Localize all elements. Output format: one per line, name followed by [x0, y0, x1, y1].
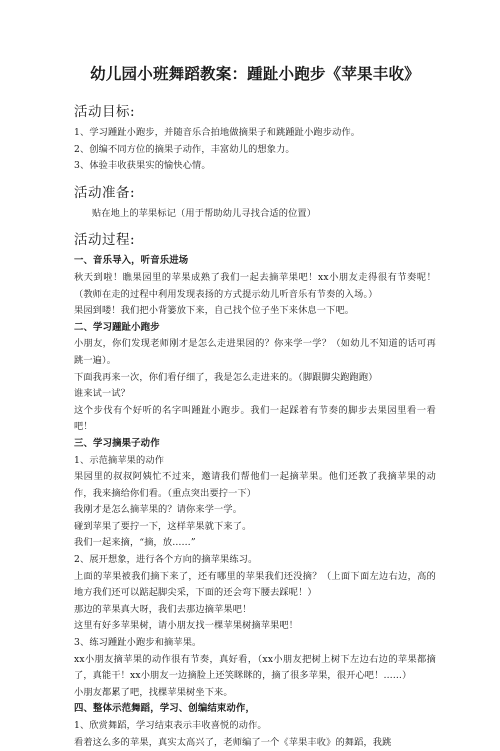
step3-paragraph: 我们一起来摘，“摘，放……”	[74, 537, 196, 549]
step2-paragraph: 下面我再来一次，你们看仔细了，我是怎么走进来的。（脚跟脚尖跑跑跑）	[74, 371, 378, 383]
document-page	[74, 58, 436, 751]
step3-paragraph: 上面的苹果被我们摘下来了，还有哪里的苹果我们还没摘？（上面下面左边右边，高的地方我们还可以踮起脚尖采，下面的还会弯下腰去踩呢！）	[74, 570, 436, 599]
step3-paragraph: 那边的苹果真大呀，我们去那边摘苹果吧！	[74, 603, 252, 615]
step1-paragraph: 秋天到啦！瞧果园里的苹果成熟了我们一起去摘苹果吧！xx小朋友走得很有节奏呢！（教师在走的过程中利用发现表扬的方式提示幼儿听音乐有节奏的入场。）	[74, 271, 436, 300]
step2-paragraph: 这个步伐有个好听的名字叫踵趾小跑步。我们一起踩着有节奏的脚步去果园里看一看吧！	[74, 404, 436, 433]
goal-item-3: 3、体验丰收获果实的愉快心情。	[74, 160, 211, 172]
step4-paragraph: 看着这么多的苹果，真实太高兴了，老师编了一个《苹果丰收》的舞蹈，我跳	[74, 736, 392, 748]
step1-paragraph: 果园到喽！我们把小背篓放下来，自己找个位子坐下来休息一下吧。	[74, 305, 355, 317]
step3-title: 三、学习摘果子动作	[74, 437, 160, 449]
step3-paragraph: 我刚才是怎么摘苹果的？请你来学一学。	[74, 504, 243, 516]
step3-paragraph: 2、展开想象，进行各个方向的摘苹果练习。	[74, 554, 258, 566]
step3-paragraph: 3、练习踵趾小跑步和摘苹果。	[74, 637, 202, 649]
goals-heading: 活动目标:	[74, 104, 136, 120]
step3-paragraph: xx小朋友摘苹果的动作很有节奏，真好看，（xx小朋友把树上树下左边右边的苹果都摘了，真能干！xx小朋友一边摘脸上还笑眯眯的，摘了很多苹果，很开心吧！……）	[74, 653, 436, 682]
step3-paragraph: 1、示范摘苹果的动作	[74, 454, 165, 466]
document-title: 幼儿园小班舞蹈教案：踵趾小跑步《苹果丰收》	[90, 64, 420, 83]
step3-paragraph: 这里有好多苹果树，请小朋友找一棵苹果树摘苹果吧！	[74, 620, 299, 632]
goal-item-2: 2、创编不同方位的摘果子动作，丰富幼儿的想象力。	[74, 143, 295, 155]
step3-paragraph: 果园里的叔叔阿姨忙不过来，邀请我们帮他们一起摘苹果。他们还教了我摘苹果的动作，我来摘给你们看。（重点突出要拧一下）	[74, 471, 436, 499]
process-heading: 活动过程:	[74, 232, 136, 249]
prep-heading: 活动准备:	[74, 184, 136, 201]
goal-item-1: 1、学习踵趾小跑步，并随音乐合拍地做摘果子和跳踵趾小跑步动作。	[74, 127, 361, 138]
step4-title: 四、整体示范舞蹈，学习、创编结束动作，	[74, 703, 255, 715]
step1-title: 一、音乐导入，听音乐进场	[74, 255, 189, 267]
step4-paragraph: 1、欣赏舞蹈，学习结束表示丰收喜悦的动作。	[74, 720, 267, 731]
step3-paragraph: 小朋友都累了吧，找棵苹果树坐下来。	[74, 686, 233, 698]
step3-paragraph: 碰到苹果了要拧一下，这样苹果就下来了。	[74, 520, 252, 532]
step2-paragraph: 谁来试一试？	[74, 388, 131, 400]
step2-paragraph: 小朋友，你们发现老师刚才是怎么走进果园的？你来学一学？（如幼儿不知道的话可再跳一遍）。	[74, 338, 436, 366]
step2-title: 二、学习踵趾小跑步	[74, 321, 160, 333]
prep-text: 贴在地上的苹果标记（用于帮助幼儿寻找合适的位置）	[92, 207, 317, 219]
